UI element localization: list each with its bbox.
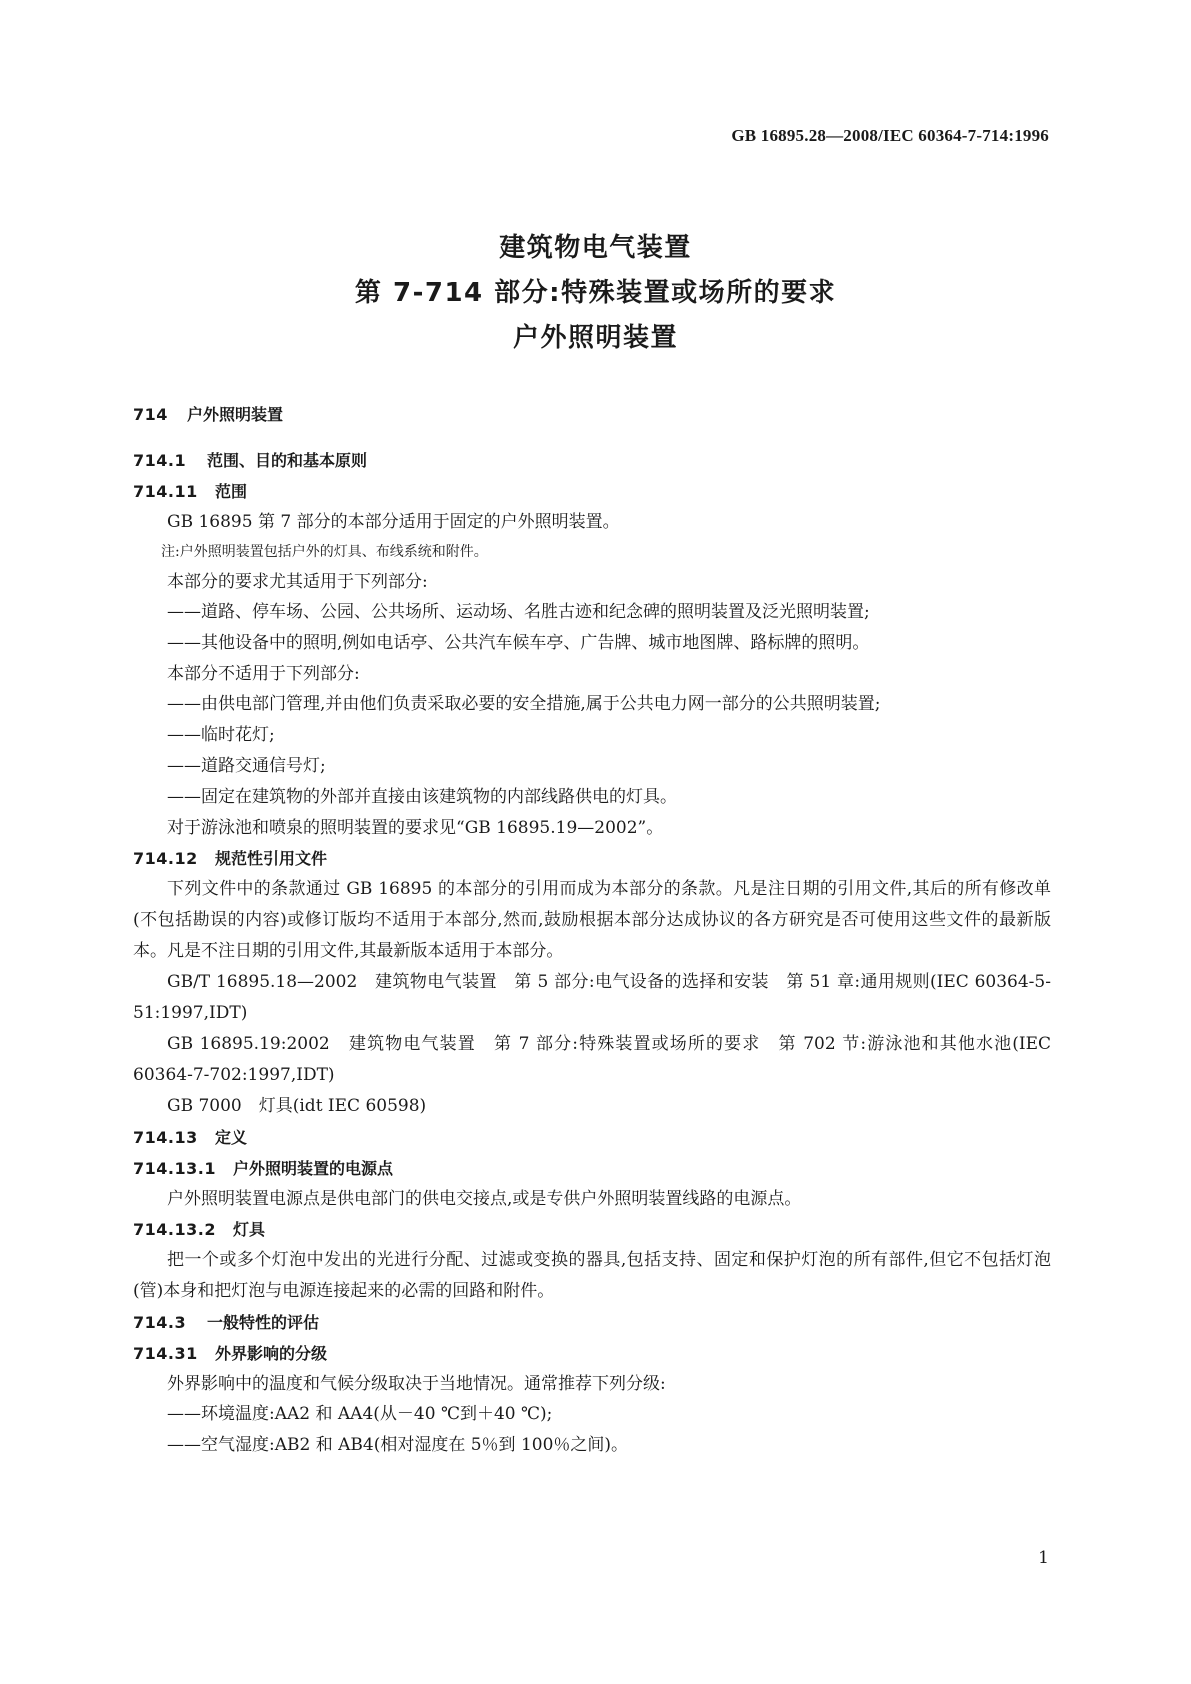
- note: 注:户外照明装置包括户外的灯具、布线系统和附件。: [161, 544, 488, 560]
- heading-714-13: [133, 1122, 1051, 1153]
- paragraph: GB 16895 第 7 部分的本部分适用于固定的户外照明装置。: [167, 512, 620, 532]
- heading-714-31: [133, 1338, 1051, 1369]
- paragraph: 外界影响中的温度和气候分级取决于当地情况。通常推荐下列分级:: [167, 1374, 666, 1394]
- heading-title: 定义: [215, 1128, 248, 1147]
- dash-item: ——空气湿度:AB2 和 AB4(相对湿度在 5％到 100％之间)。: [167, 1435, 629, 1455]
- paragraph: 把一个或多个灯泡中发出的光进行分配、过滤或变换的器具,包括支持、固定和保护灯泡的所有部件,但它不包括灯泡(管)本身和把灯泡与电源连接起来的必需的回路和附件。: [133, 1250, 1051, 1301]
- heading-title: 范围、目的和基本原则: [207, 451, 368, 470]
- heading-714-11: [133, 476, 1051, 507]
- heading-number: 714.13.1: [133, 1159, 216, 1178]
- reference-entry: GB 16895.19:2002 建筑物电气装置 第 7 部分:特殊装置或场所的要求 第 702 节:游泳池和其他水池(IEC 60364-7-702:1997,IDT): [133, 1034, 1051, 1085]
- dash-item: ——环境温度:AA2 和 AA4(从－40 ℃到＋40 ℃);: [167, 1404, 553, 1424]
- heading-title: 灯具: [233, 1220, 266, 1239]
- heading-number: 714.11: [133, 482, 198, 501]
- heading-714-12: [133, 843, 1051, 874]
- reference-entry: GB/T 16895.18—2002 建筑物电气装置 第 5 部分:电气设备的选择和安装 第 51 章:通用规则(IEC 60364-5-51:1997,IDT): [133, 972, 1051, 1023]
- heading-number: 714.12: [133, 849, 198, 868]
- heading-title: 户外照明装置的电源点: [233, 1159, 394, 1178]
- dash-item: ——其他设备中的照明,例如电话亭、公共汽车候车亭、广告牌、城市地图牌、路标牌的照明。: [167, 633, 870, 653]
- heading-title: 一般特性的评估: [207, 1313, 320, 1332]
- dash-item: ——固定在建筑物的外部并直接由该建筑物的内部线路供电的灯具。: [167, 787, 677, 807]
- heading-number: 714.3: [133, 1313, 187, 1332]
- heading-714-13-1: [133, 1153, 1051, 1184]
- heading-number: 714.13: [133, 1128, 198, 1147]
- heading-title: 规范性引用文件: [215, 849, 328, 868]
- dash-item: ——临时花灯;: [167, 725, 275, 745]
- heading-title: 外界影响的分级: [215, 1344, 328, 1363]
- heading-number: 714.31: [133, 1344, 198, 1363]
- heading-714-13-2: [133, 1214, 1051, 1245]
- title-line-2: 第 7-714 部分:特殊装置或场所的要求: [354, 278, 837, 308]
- document-title: [0, 226, 1191, 361]
- dash-item: ——道路交通信号灯;: [167, 756, 326, 776]
- title-line-3: 户外照明装置: [512, 323, 678, 353]
- dash-item: ——由供电部门管理,并由他们负责采取必要的安全措施,属于公共电力网一部分的公共照明装置;: [167, 694, 881, 714]
- paragraph: 户外照明装置电源点是供电部门的供电交接点,或是专供户外照明装置线路的电源点。: [167, 1189, 802, 1209]
- heading-714: [133, 405, 1051, 425]
- heading-714-1: [133, 445, 1051, 476]
- heading-number: 714: [133, 405, 168, 424]
- heading-title: 户外照明装置: [187, 405, 284, 424]
- paragraph: 对于游泳池和喷泉的照明装置的要求见“GB 16895.19—2002”。: [167, 818, 664, 838]
- title-line-1: 建筑物电气装置: [499, 233, 692, 263]
- paragraph: 本部分不适用于下列部分:: [167, 664, 360, 684]
- dash-item: ——道路、停车场、公园、公共场所、运动场、名胜古迹和纪念碑的照明装置及泛光照明装置;: [167, 602, 870, 622]
- heading-title: 范围: [215, 482, 248, 501]
- page-number: 1: [1038, 1548, 1049, 1568]
- document-body: [133, 405, 1051, 1461]
- paragraph: 本部分的要求尤其适用于下列部分:: [167, 572, 428, 592]
- paragraph: 下列文件中的条款通过 GB 16895 的本部分的引用而成为本部分的条款。凡是注日期的引用文件,其后的所有修改单(不包括勘误的内容)或修订版均不适用于本部分,然而,鼓励根据本部分达成协议的各方研究是否可使用这些文件的最新版本。凡是不注日期的引用文件,其最新版本适用于本部分。: [133, 879, 1051, 961]
- reference-entry: GB 7000 灯具(idt IEC 60598): [167, 1096, 427, 1116]
- heading-number: 714.13.2: [133, 1220, 216, 1239]
- heading-number: 714.1: [133, 451, 187, 470]
- standard-code-header: GB 16895.28—2008/IEC 60364-7-714:1996: [731, 126, 1049, 145]
- heading-714-3: [133, 1307, 1051, 1338]
